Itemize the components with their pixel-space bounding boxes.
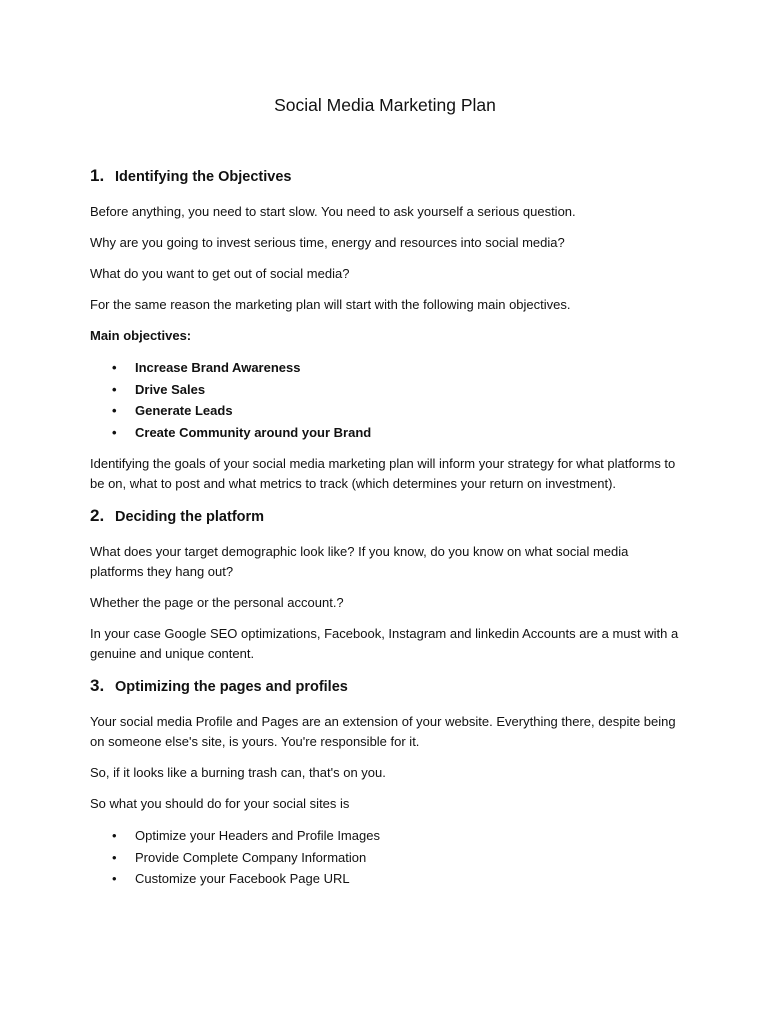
section-heading [90, 675, 680, 698]
section-2 [90, 505, 680, 664]
list-item-text: Optimize your Headers and Profile Images [135, 828, 380, 843]
list-item [90, 825, 680, 847]
section-title: Deciding the platform [115, 509, 265, 525]
section-heading [90, 505, 680, 528]
bullet-icon: • [112, 381, 117, 397]
list-item [90, 422, 680, 444]
bullet-icon: • [112, 871, 117, 886]
section-number: 3. [90, 676, 105, 695]
section-1 [90, 165, 680, 494]
paragraph: Identifying the goals of your social media marketing plan will inform your strategy for what platforms to be on, what to post and what metrics to track (which determines your return on investment). [90, 456, 676, 491]
section-number: 1. [90, 166, 105, 185]
profile-tasks-list [90, 825, 680, 890]
document-title: Social Media Marketing Plan [274, 95, 496, 115]
section-3 [90, 675, 680, 890]
list-item [90, 400, 680, 422]
bullet-icon: • [112, 360, 117, 375]
list-item-text: Provide Complete Company Information [135, 849, 367, 865]
list-item-text: Drive Sales [135, 381, 206, 397]
paragraph: So what you should do for your social sites is [90, 796, 350, 811]
section-heading [90, 165, 680, 188]
objectives-list [90, 357, 680, 443]
list-item [90, 379, 680, 401]
paragraph: What does your target demographic look like? If you know, do you know on what social media platforms they hang out? [90, 544, 629, 579]
section-number: 2. [90, 506, 105, 525]
paragraph: For the same reason the marketing plan will start with the following main objectives. [90, 297, 571, 312]
bullet-icon: • [112, 828, 117, 843]
list-title: Main objectives: [90, 328, 192, 343]
bullet-icon: • [112, 424, 117, 440]
section-title: Identifying the Objectives [115, 169, 292, 185]
paragraph: So, if it looks like a burning trash can, that's on you. [90, 765, 386, 780]
list-item [90, 847, 680, 869]
document-page [90, 92, 680, 901]
paragraph: Before anything, you need to start slow. You need to ask yourself a serious question. [90, 204, 576, 219]
section-title: Optimizing the pages and profiles [115, 679, 348, 695]
bullet-icon: • [112, 849, 117, 865]
paragraph: In your case Google SEO optimizations, Facebook, Instagram and linkedin Accounts are a must with a genuine and unique content. [90, 626, 679, 661]
bullet-icon: • [112, 403, 117, 418]
list-item-text: Increase Brand Awareness [135, 360, 301, 375]
paragraph: Whether the page or the personal account.? [90, 595, 344, 610]
paragraph: What do you want to get out of social media? [90, 266, 350, 281]
paragraph: Your social media Profile and Pages are an extension of your website. Everything there, despite being on someone else's site, is yours. You're responsible for it. [90, 714, 676, 749]
list-item [90, 357, 680, 379]
list-item-text: Customize your Facebook Page URL [135, 871, 350, 886]
list-item-text: Generate Leads [135, 403, 233, 418]
list-item-text: Create Community around your Brand [135, 424, 372, 440]
list-item [90, 868, 680, 890]
paragraph: Why are you going to invest serious time, energy and resources into social media? [90, 235, 565, 250]
